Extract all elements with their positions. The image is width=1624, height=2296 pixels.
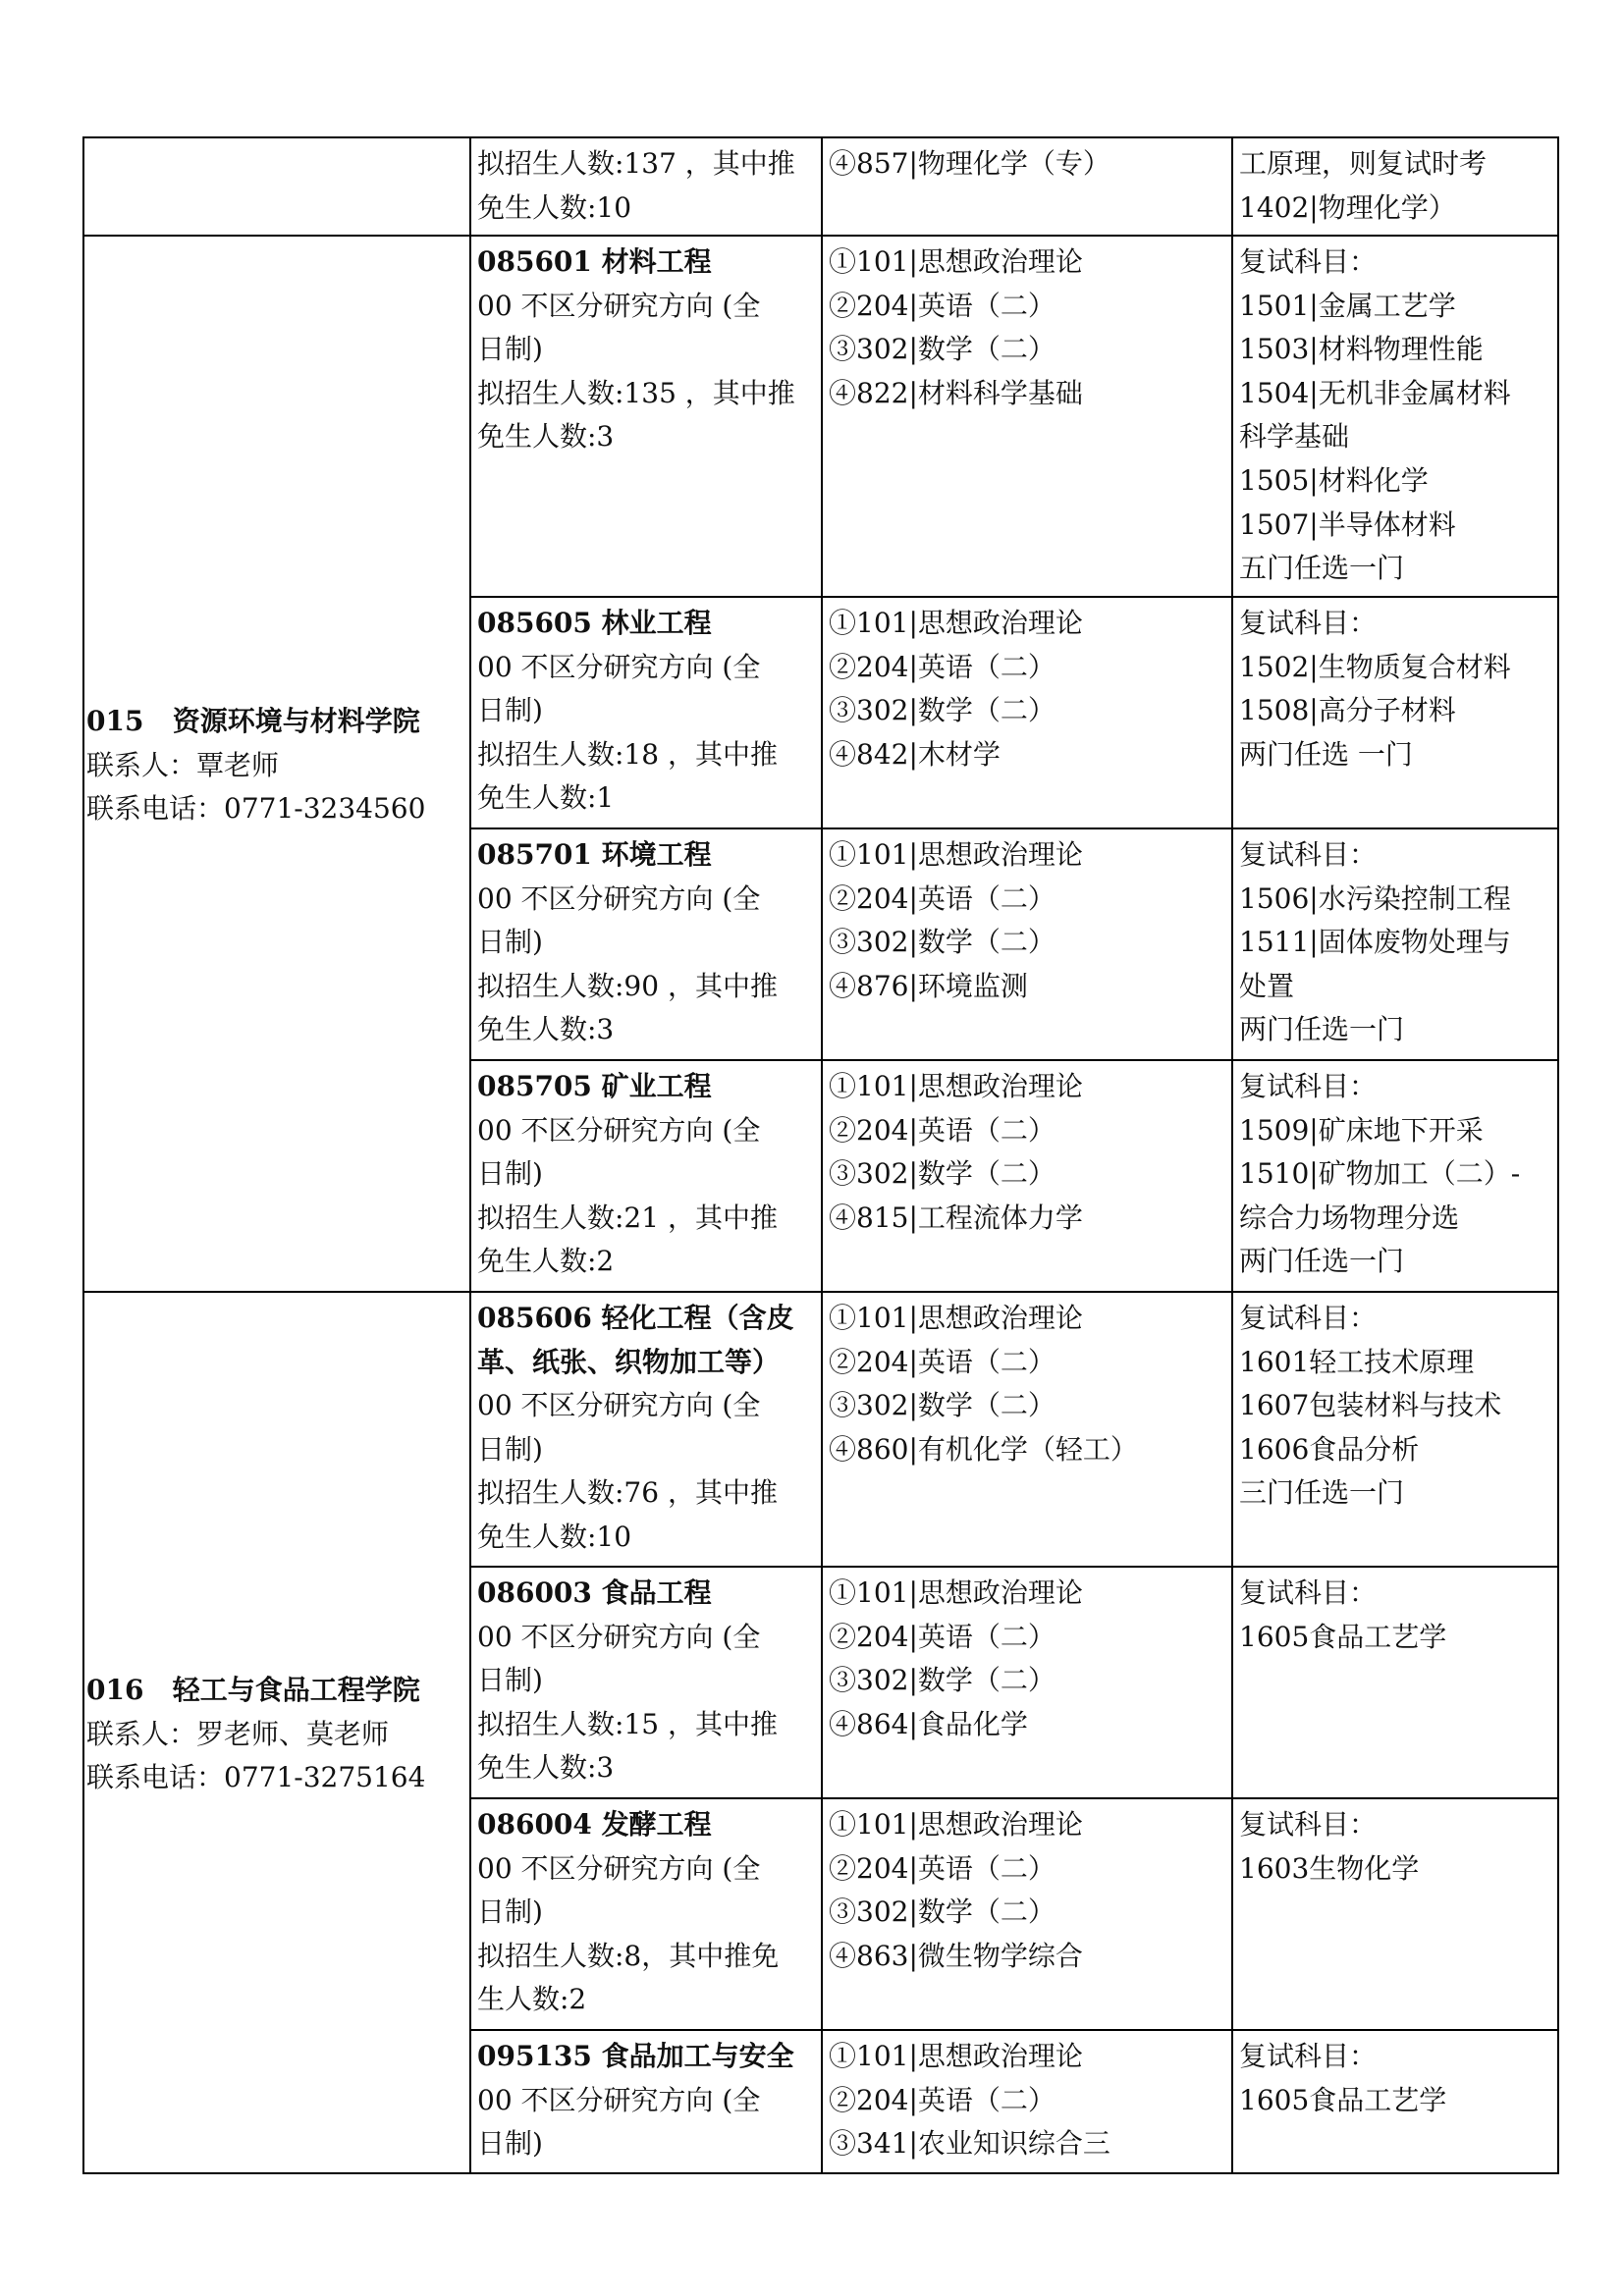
exam-cell bbox=[822, 1567, 1232, 1798]
program-line: 00 不区分研究方向 (全 bbox=[477, 1620, 761, 1653]
program-line: 00 不区分研究方向 (全 bbox=[477, 650, 761, 683]
exam-line: ①101|思想政治理论 bbox=[829, 245, 1083, 278]
admissions-table bbox=[82, 136, 1559, 2174]
program-line: 拟招生人数:8，其中推免 bbox=[477, 1939, 780, 1972]
program-title: 革、纸张、织物加工等） bbox=[477, 1345, 781, 1378]
exam-cell bbox=[822, 1292, 1232, 1567]
exam-line: ③302|数学（二） bbox=[829, 333, 1056, 366]
program-line: 00 不区分研究方向 (全 bbox=[477, 881, 761, 915]
retest-cell bbox=[1232, 1292, 1558, 1567]
program-cell bbox=[470, 236, 822, 597]
retest-line: 科学基础 bbox=[1239, 420, 1350, 454]
retest-line: 1508|高分子材料 bbox=[1239, 694, 1456, 727]
retest-line: 复试科目： bbox=[1239, 838, 1378, 871]
retest-line: 1511|固体废物处理与 bbox=[1239, 926, 1511, 959]
program-line: 免生人数:3 bbox=[477, 420, 615, 454]
program-line: 免生人数:10 bbox=[477, 190, 632, 224]
exam-line: ②204|英语（二） bbox=[829, 1851, 1056, 1885]
retest-line: 1605食品工艺学 bbox=[1239, 1620, 1447, 1653]
retest-cell bbox=[1232, 1798, 1558, 2030]
retest-line: 1601轻工技术原理 bbox=[1239, 1345, 1475, 1378]
exam-line: ③302|数学（二） bbox=[829, 1157, 1056, 1191]
program-line: 免生人数:2 bbox=[477, 1245, 615, 1278]
program-line: 拟招生人数:90 ，其中推 bbox=[477, 969, 778, 1002]
exam-line: ③302|数学（二） bbox=[829, 926, 1056, 959]
program-cell bbox=[470, 2030, 822, 2173]
college-phone: 联系电话：0771-3234560 bbox=[86, 792, 426, 826]
program-line: 拟招生人数:15 ，其中推 bbox=[477, 1707, 778, 1740]
program-title: 085601 材料工程 bbox=[477, 245, 712, 278]
college-cell bbox=[83, 137, 470, 236]
program-line: 日制) bbox=[477, 1432, 543, 1466]
program-cell bbox=[470, 1060, 822, 1292]
exam-cell bbox=[822, 2030, 1232, 2173]
program-title: 085705 矿业工程 bbox=[477, 1070, 712, 1102]
program-line: 00 不区分研究方向 (全 bbox=[477, 1389, 761, 1422]
exam-line: ③341|农业知识综合三 bbox=[829, 2127, 1110, 2161]
program-line: 日制) bbox=[477, 1896, 543, 1929]
table-row bbox=[83, 1292, 1558, 1567]
exam-line: ④822|材料科学基础 bbox=[829, 376, 1083, 409]
retest-line: 处置 bbox=[1239, 969, 1295, 1002]
program-line: 00 不区分研究方向 (全 bbox=[477, 1851, 761, 1885]
program-line: 免生人数:1 bbox=[477, 781, 615, 815]
program-line: 日制) bbox=[477, 926, 543, 959]
college-cell bbox=[83, 1292, 470, 2173]
retest-line: 复试科目： bbox=[1239, 1576, 1378, 1609]
exam-cell bbox=[822, 236, 1232, 597]
program-cell bbox=[470, 1567, 822, 1798]
program-cell bbox=[470, 597, 822, 828]
exam-cell bbox=[822, 137, 1232, 236]
retest-line: 复试科目： bbox=[1239, 1808, 1378, 1841]
exam-line: ②204|英语（二） bbox=[829, 1113, 1056, 1147]
exam-cell bbox=[822, 597, 1232, 828]
retest-cell bbox=[1232, 1567, 1558, 1798]
program-title: 085605 林业工程 bbox=[477, 607, 712, 639]
college-name: 015 资源环境与材料学院 bbox=[86, 705, 420, 738]
retest-line: 复试科目： bbox=[1239, 2040, 1378, 2072]
retest-line: 五门任选一门 bbox=[1239, 552, 1405, 585]
retest-line: 1510|矿物加工（二）- bbox=[1239, 1157, 1521, 1191]
program-line: 免生人数:3 bbox=[477, 1013, 615, 1046]
retest-line: 1505|材料化学 bbox=[1239, 463, 1429, 497]
exam-line: ②204|英语（二） bbox=[829, 1620, 1056, 1653]
exam-line: ③302|数学（二） bbox=[829, 694, 1056, 727]
college-cell bbox=[83, 236, 470, 1292]
retest-line: 复试科目： bbox=[1239, 1070, 1378, 1102]
program-line: 拟招生人数:137 ，其中推 bbox=[477, 147, 795, 180]
program-title: 095135 食品加工与安全 bbox=[477, 2040, 794, 2072]
retest-line: 1504|无机非金属材料 bbox=[1239, 376, 1511, 409]
exam-line: ④864|食品化学 bbox=[829, 1707, 1028, 1740]
exam-line: ④842|木材学 bbox=[829, 737, 1001, 771]
exam-line: ①101|思想政治理论 bbox=[829, 1070, 1083, 1102]
retest-line: 1502|生物质复合材料 bbox=[1239, 650, 1511, 683]
retest-line: 三门任选一门 bbox=[1239, 1476, 1405, 1510]
retest-line: 两门任选 一门 bbox=[1239, 737, 1413, 771]
program-line: 生人数:2 bbox=[477, 1983, 587, 2016]
retest-cell bbox=[1232, 236, 1558, 597]
retest-line: 复试科目： bbox=[1239, 245, 1378, 278]
retest-cell bbox=[1232, 597, 1558, 828]
program-line: 拟招生人数:76 ，其中推 bbox=[477, 1476, 778, 1510]
exam-line: ①101|思想政治理论 bbox=[829, 838, 1083, 871]
exam-line: ②204|英语（二） bbox=[829, 881, 1056, 915]
retest-line: 复试科目： bbox=[1239, 607, 1378, 639]
retest-cell bbox=[1232, 1060, 1558, 1292]
retest-line: 1603生物化学 bbox=[1239, 1851, 1420, 1885]
retest-line: 1501|金属工艺学 bbox=[1239, 289, 1456, 322]
table-row bbox=[83, 137, 1558, 236]
program-title: 085606 轻化工程（含皮 bbox=[477, 1302, 794, 1334]
exam-line: ④815|工程流体力学 bbox=[829, 1201, 1083, 1234]
retest-line: 1605食品工艺学 bbox=[1239, 2083, 1447, 2116]
retest-line: 复试科目： bbox=[1239, 1302, 1378, 1334]
retest-cell bbox=[1232, 2030, 1558, 2173]
program-title: 086003 食品工程 bbox=[477, 1576, 712, 1609]
exam-line: ①101|思想政治理论 bbox=[829, 1576, 1083, 1609]
program-cell bbox=[470, 1292, 822, 1567]
college-name: 016 轻工与食品工程学院 bbox=[86, 1674, 420, 1707]
program-title: 086004 发酵工程 bbox=[477, 1808, 712, 1841]
college-contact: 联系人：罗老师、莫老师 bbox=[86, 1717, 390, 1750]
exam-line: ①101|思想政治理论 bbox=[829, 2040, 1083, 2072]
program-line: 00 不区分研究方向 (全 bbox=[477, 1113, 761, 1147]
program-line: 免生人数:3 bbox=[477, 1751, 615, 1785]
exam-line: ②204|英语（二） bbox=[829, 650, 1056, 683]
exam-cell bbox=[822, 1798, 1232, 2030]
exam-cell bbox=[822, 1060, 1232, 1292]
program-line: 00 不区分研究方向 (全 bbox=[477, 289, 761, 322]
program-cell bbox=[470, 828, 822, 1060]
program-line: 00 不区分研究方向 (全 bbox=[477, 2083, 761, 2116]
exam-line: ③302|数学（二） bbox=[829, 1389, 1056, 1422]
program-cell bbox=[470, 1798, 822, 2030]
college-phone: 联系电话：0771-3275164 bbox=[86, 1761, 426, 1794]
program-line: 拟招生人数:135 ，其中推 bbox=[477, 376, 795, 409]
program-cell bbox=[470, 137, 822, 236]
retest-line: 两门任选一门 bbox=[1239, 1013, 1405, 1046]
retest-line: 1607包装材料与技术 bbox=[1239, 1389, 1502, 1422]
table-row bbox=[83, 236, 1558, 597]
retest-line: 1606食品分析 bbox=[1239, 1432, 1420, 1466]
program-line: 拟招生人数:18 ，其中推 bbox=[477, 737, 778, 771]
retest-line: 1402|物理化学） bbox=[1239, 190, 1456, 224]
exam-line: ④863|微生物学综合 bbox=[829, 1939, 1083, 1972]
exam-line: ①101|思想政治理论 bbox=[829, 607, 1083, 639]
exam-line: ②204|英语（二） bbox=[829, 2083, 1056, 2116]
program-line: 免生人数:10 bbox=[477, 1520, 632, 1553]
retest-line: 两门任选一门 bbox=[1239, 1245, 1405, 1278]
program-title: 085701 环境工程 bbox=[477, 838, 712, 871]
program-line: 日制) bbox=[477, 333, 543, 366]
exam-line: ②204|英语（二） bbox=[829, 1345, 1056, 1378]
exam-line: ③302|数学（二） bbox=[829, 1896, 1056, 1929]
retest-cell bbox=[1232, 828, 1558, 1060]
retest-line: 1506|水污染控制工程 bbox=[1239, 881, 1511, 915]
exam-line: ①101|思想政治理论 bbox=[829, 1302, 1083, 1334]
exam-line: ④860|有机化学（轻工） bbox=[829, 1432, 1138, 1466]
retest-cell bbox=[1232, 137, 1558, 236]
retest-line: 1509|矿床地下开采 bbox=[1239, 1113, 1484, 1147]
exam-line: ②204|英语（二） bbox=[829, 289, 1056, 322]
program-line: 日制) bbox=[477, 2127, 543, 2161]
program-line: 拟招生人数:21 ，其中推 bbox=[477, 1201, 778, 1234]
program-line: 日制) bbox=[477, 694, 543, 727]
exam-line: ③302|数学（二） bbox=[829, 1664, 1056, 1697]
retest-line: 工原理，则复试时考 bbox=[1239, 147, 1488, 180]
program-line: 日制) bbox=[477, 1664, 543, 1697]
exam-cell bbox=[822, 828, 1232, 1060]
retest-line: 1503|材料物理性能 bbox=[1239, 333, 1484, 366]
program-line: 日制) bbox=[477, 1157, 543, 1191]
exam-line: ①101|思想政治理论 bbox=[829, 1808, 1083, 1841]
retest-line: 1507|半导体材料 bbox=[1239, 507, 1456, 541]
exam-line: ④876|环境监测 bbox=[829, 969, 1028, 1002]
exam-line: ④857|物理化学（专） bbox=[829, 147, 1110, 180]
retest-line: 综合力场物理分选 bbox=[1239, 1201, 1460, 1234]
college-contact: 联系人：覃老师 bbox=[86, 748, 280, 781]
